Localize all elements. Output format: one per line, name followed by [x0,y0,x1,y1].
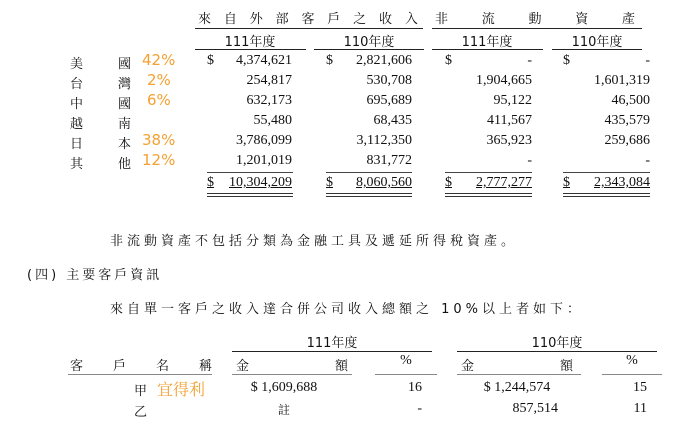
country-char: 其 [70,157,84,172]
country-char: 日 [70,137,84,152]
header-char: 金 [461,359,475,374]
intro-text: 來自單一客戶之收入達合併公司收入總額之 10%以上者如下： [110,302,585,317]
revenue-111: 55,480 [253,113,292,128]
divider [552,49,642,50]
section-title: (四) 主要客戶資訊 [27,268,163,283]
assets-110: 1,601,319 [594,73,650,88]
assets-111: 1,904,665 [476,73,532,88]
revenue-110: 3,112,350 [356,133,412,148]
revenue-111: 4,374,621 [236,53,292,68]
dollar-sign: $ [445,53,452,68]
country-char: 他 [118,157,132,172]
revenue-111: 3,786,099 [236,133,292,148]
header-char: 流 [481,12,495,27]
subtotal-line [207,172,293,173]
divider [457,351,657,352]
total-assets-111: 2,777,277 [476,175,532,190]
year-110-assets: 110年度 [571,35,623,50]
header-char: 額 [559,359,573,374]
divider [232,351,432,352]
dollar-sign: $ [563,175,570,190]
dollar-sign: $ [207,53,214,68]
header-char: 外 [249,12,263,27]
revenue-111: 254,817 [246,73,292,88]
customer-name: 甲 [134,384,148,399]
pct-110: 15 [633,380,647,395]
dollar-sign: $ [207,175,214,190]
share-pct: 2% [147,71,171,89]
header-underline [232,374,352,375]
total-revenue-111: 10,304,209 [229,175,292,190]
subtotal-line [326,172,412,173]
assets-110: 435,579 [604,113,650,128]
assets-111: - [527,153,532,168]
revenue-110: 530,708 [366,73,412,88]
header-char: 金 [236,359,250,374]
header-char: 名 [155,359,169,374]
header-underline [602,374,662,375]
noncurrent-assets-header [435,8,635,27]
header-char: 額 [334,359,348,374]
double-underline [563,193,650,197]
country-char: 美 [70,57,84,72]
header-char: 來 [198,12,212,27]
header-char: 入 [404,12,418,27]
year-110-revenue: 110年度 [343,35,395,50]
header-char: 戶 [112,359,126,374]
revenue-110: 831,772 [366,153,412,168]
country-char: 越 [70,117,84,132]
country-char: 台 [70,77,84,92]
revenue-110: 68,435 [373,113,412,128]
note-text: 非流動資產不包括分類為金融工具及遞延所得稅資產。 [110,234,519,249]
double-underline [326,193,412,197]
total-assets-110: 2,343,084 [594,175,650,190]
pct-111: 16 [408,380,422,395]
dollar-sign: $ [326,175,333,190]
header-char: 產 [621,12,635,27]
amount-110: $ 1,244,574 [483,380,551,395]
header-char: 客 [301,12,315,27]
share-pct: 6% [147,91,171,109]
revenue-111: 632,173 [246,93,292,108]
assets-111: - [527,53,532,68]
header-underline [457,374,581,375]
assets-111: 95,122 [493,93,532,108]
dollar-sign: $ [326,53,333,68]
share-pct: 38% [142,131,176,149]
double-underline [445,193,532,197]
header-char: 收 [379,12,393,27]
header-char: 自 [223,12,237,27]
subtotal-line [445,172,532,173]
customer-name: 乙 [134,405,148,420]
assets-110: - [645,153,650,168]
divider [314,49,424,50]
total-revenue-110: 8,060,560 [356,175,412,190]
header-char: 客 [70,359,84,374]
amount-header-111 [236,355,348,374]
year-111-assets: 111年度 [461,35,513,50]
header-underline [68,374,212,375]
pct-header-111: % [400,353,412,368]
assets-111: 365,923 [486,133,532,148]
header-char: 之 [353,12,367,27]
dollar-sign: $ [563,53,570,68]
country-char: 南 [118,117,132,132]
revenue-header [198,8,418,27]
pct-header-110: % [626,353,638,368]
share-pct: 42% [142,51,176,69]
header-char: 資 [575,12,589,27]
header-underline [375,374,437,375]
country-char: 中 [70,97,84,112]
divider [195,49,306,50]
customer-highlight: 宜得利 [157,380,206,399]
customer-name-header [70,355,212,374]
country-char: 國 [118,57,132,72]
header-char: 部 [275,12,289,27]
year-110-customer: 110年度 [531,336,583,351]
year-111-revenue: 111年度 [224,35,276,50]
year-111-customer: 111年度 [306,336,358,351]
divider [432,49,543,50]
assets-110: 46,500 [611,93,650,108]
revenue-110: 695,689 [366,93,412,108]
dollar-sign: $ [445,175,452,190]
revenue-110: 2,821,606 [356,53,412,68]
assets-110: - [645,53,650,68]
amount-header-110 [461,355,573,374]
header-char: 稱 [198,359,212,374]
pct-110: 11 [633,401,647,416]
divider [432,28,642,29]
subtotal-line [563,172,650,173]
header-char: 非 [435,12,449,27]
amount-111: 註 [277,403,290,417]
assets-111: 411,567 [487,113,532,128]
revenue-111: 1,201,019 [236,153,292,168]
share-pct: 12% [142,151,176,169]
assets-110: 259,686 [604,133,650,148]
double-underline [207,193,293,197]
header-char: 動 [528,12,542,27]
pct-111: - [417,401,422,416]
country-char: 國 [118,97,132,112]
header-char: 戶 [327,12,341,27]
country-char: 灣 [118,77,132,92]
amount-110: 857,514 [512,401,558,416]
divider [195,28,423,29]
country-char: 本 [118,137,132,152]
amount-111: $ 1,609,688 [250,380,318,395]
